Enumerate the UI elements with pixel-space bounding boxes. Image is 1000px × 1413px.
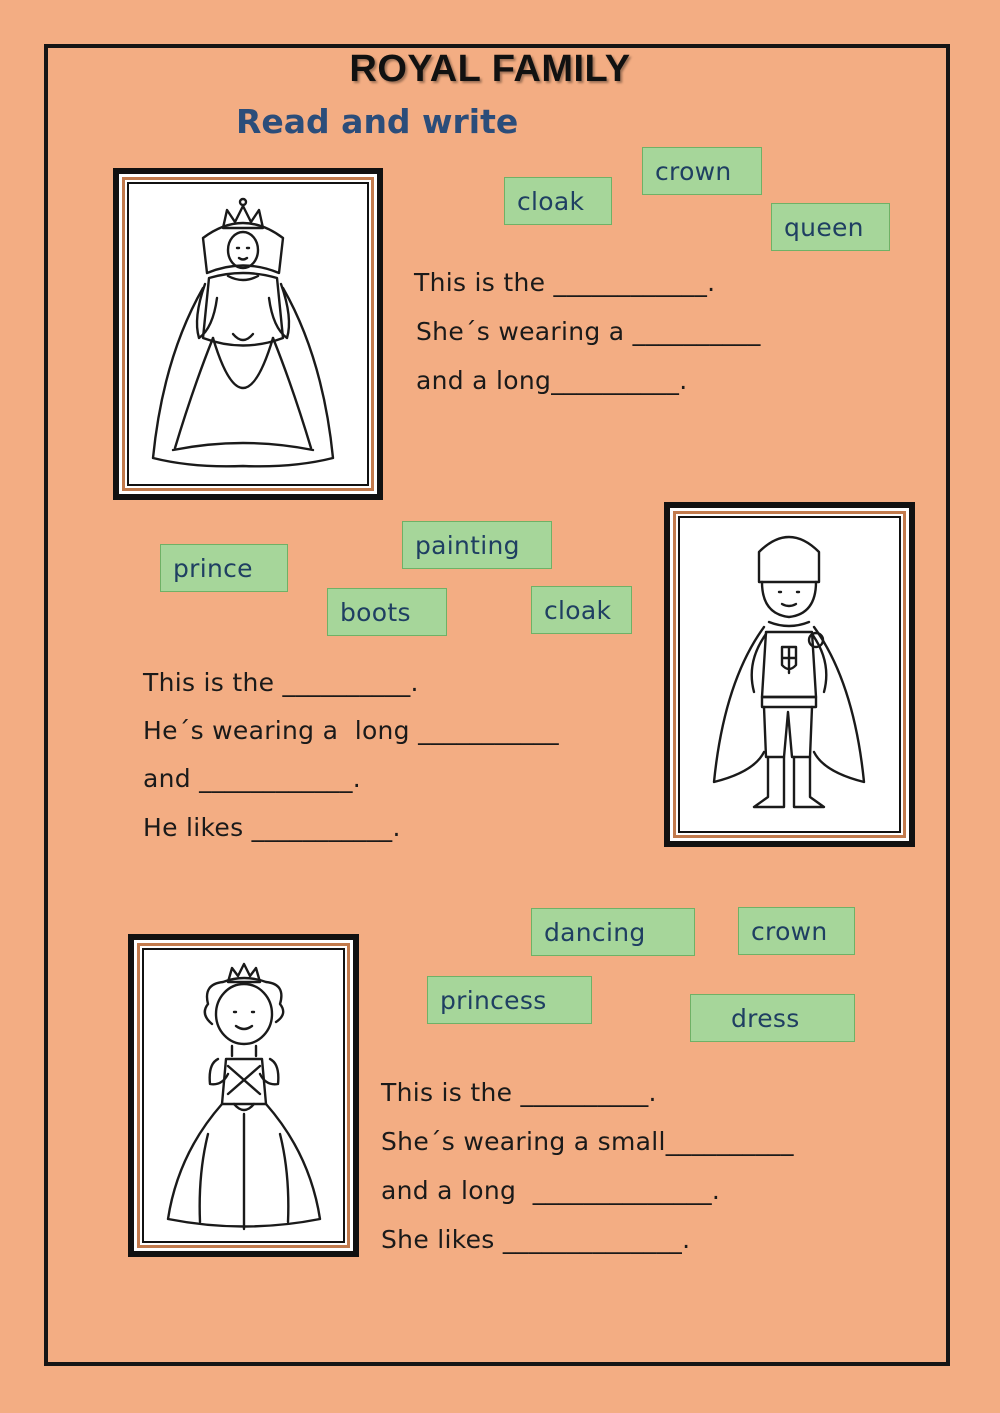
word-tile-crown[interactable]: crown <box>642 147 762 195</box>
word-tile-painting[interactable]: painting <box>402 521 552 569</box>
word-tile-dress[interactable]: dress <box>690 994 855 1042</box>
queen-picture <box>113 168 383 500</box>
word-tile-cloak[interactable]: cloak <box>531 586 632 634</box>
sentence-line[interactable]: She´s wearing a __________ <box>416 317 761 346</box>
sentence-line[interactable]: He´s wearing a long ___________ <box>143 716 559 745</box>
word-tile-boots[interactable]: boots <box>327 588 447 636</box>
sentence-line[interactable]: and ____________. <box>143 764 362 793</box>
sentence-line[interactable]: and a long ______________. <box>381 1176 721 1205</box>
sentence-line[interactable]: This is the ____________. <box>414 268 716 297</box>
prince-illustration <box>684 522 895 827</box>
prince-picture <box>664 502 915 847</box>
sentence-line[interactable]: She´s wearing a small__________ <box>381 1127 794 1156</box>
word-tile-crown[interactable]: crown <box>738 907 855 955</box>
sentence-line[interactable]: and a long__________. <box>416 366 688 395</box>
sentence-line[interactable]: This is the __________. <box>143 668 419 697</box>
word-tile-dancing[interactable]: dancing <box>531 908 695 956</box>
princess-illustration <box>148 954 339 1237</box>
word-tile-princess[interactable]: princess <box>427 976 592 1024</box>
sentence-line[interactable]: He likes ___________. <box>143 813 401 842</box>
word-tile-queen[interactable]: queen <box>771 203 890 251</box>
word-tile-prince[interactable]: prince <box>160 544 288 592</box>
word-tile-cloak[interactable]: cloak <box>504 177 612 225</box>
sentence-line[interactable]: This is the __________. <box>381 1078 657 1107</box>
worksheet-subtitle: Read and write <box>236 102 519 141</box>
worksheet-title: ROYAL FAMILY <box>349 48 631 90</box>
queen-illustration <box>133 188 363 480</box>
princess-picture <box>128 934 359 1257</box>
sentence-line[interactable]: She likes ______________. <box>381 1225 691 1254</box>
